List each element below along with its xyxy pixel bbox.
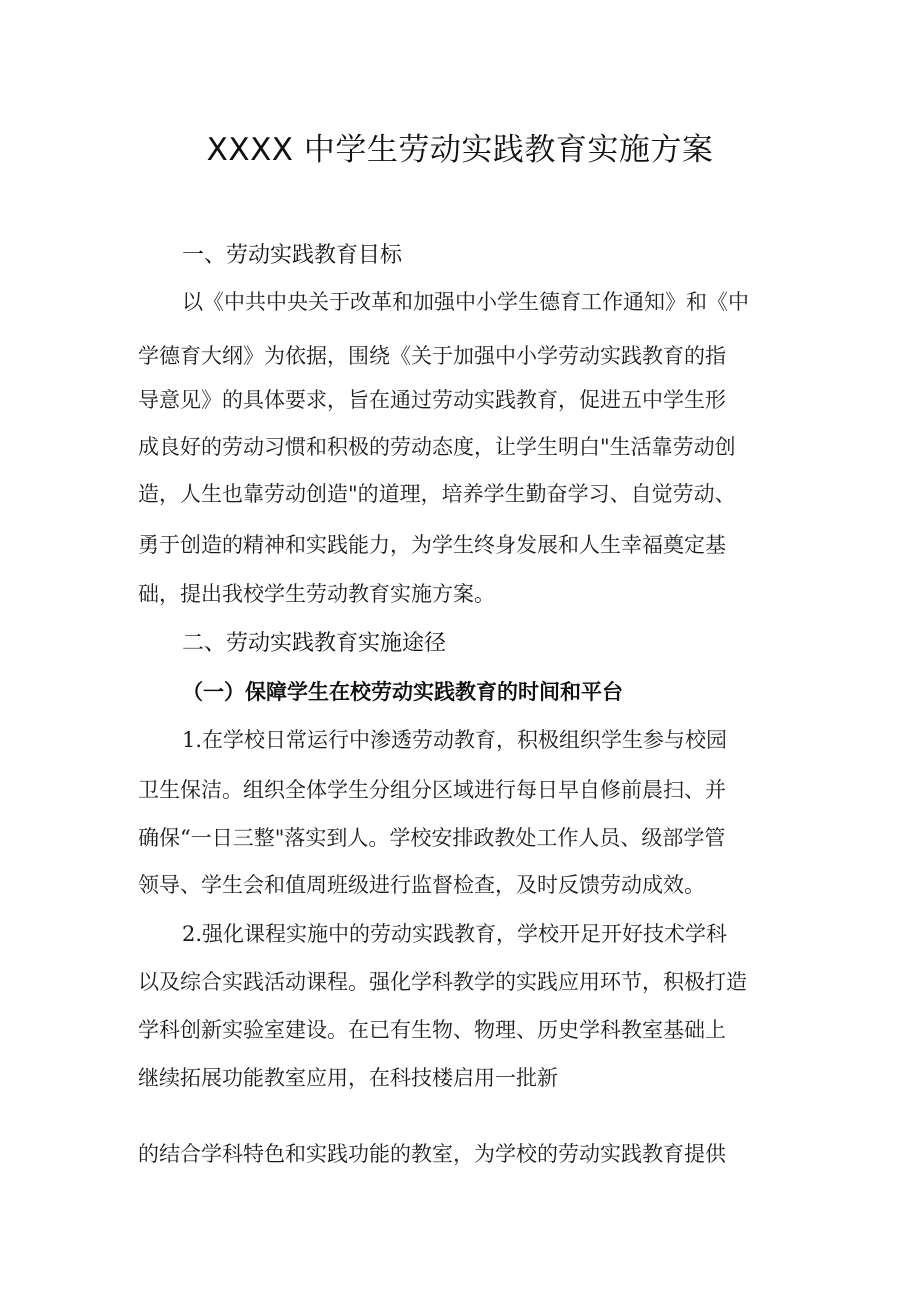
section-1-heading: 一、劳动实践教育目标 — [182, 243, 403, 268]
paragraph-line: 1.在学校日常运行中渗透劳动教育，积极组织学生参与校园 — [182, 728, 728, 752]
paragraph-line: 的结合学科特色和实践功能的教室，为学校的劳动实践教育提供 — [138, 1142, 726, 1166]
paragraph-line: 确保“一日三整"落实到人。学校安排政教处工作人员、级部学管 — [138, 826, 726, 850]
paragraph-line: 勇于创造的精神和实践能力，为学生终身发展和人生幸福奠定基 — [138, 533, 726, 557]
paragraph-line: 以《中共中央关于改革和加强中小学生德育工作通知》和《中 — [182, 290, 749, 314]
paragraph-line: 学德育大纲》为依据，围绕《关于加强中小学劳动实践教育的指 — [138, 344, 726, 368]
paragraph-line: 2.强化课程实施中的劳动实践教育，学校开足开好技术学科 — [182, 922, 728, 946]
paragraph-line: 继续拓展功能教室应用，在科技楼启用一批新 — [138, 1066, 558, 1090]
paragraph-line: 成良好的劳动习惯和积极的劳动态度，让学生明白"生活靠劳动创 — [138, 435, 736, 459]
paragraph-line: 领导、学生会和值周班级进行监督检查，及时反馈劳动成效。 — [138, 873, 705, 897]
subsection-heading: （一）保障学生在校劳动实践教育的时间和平台 — [182, 680, 623, 704]
paragraph-line: 卫生保洁。组织全体学生分组分区域进行每日早自修前晨扫、并 — [138, 778, 726, 802]
paragraph-line: 学科创新实验室建设。在已有生物、物理、历史学科教室基础上 — [138, 1018, 726, 1042]
section-2-heading: 二、劳动实践教育实施途径 — [182, 631, 447, 656]
paragraph-line: 础，提出我校学生劳动教育实施方案。 — [138, 582, 495, 606]
paragraph-line: 导意见》的具体要求，旨在通过劳动实践教育，促进五中学生形 — [138, 388, 726, 412]
paragraph-line: 以及综合实践活动课程。强化学科教学的实践应用环节，积极打造 — [138, 970, 747, 994]
paragraph-line: 造，人生也靠劳动创造"的道理，培养学生勤奋学习、自觉劳动、 — [138, 482, 736, 506]
document-title: XXXX 中学生劳动实践教育实施方案 — [206, 132, 714, 168]
